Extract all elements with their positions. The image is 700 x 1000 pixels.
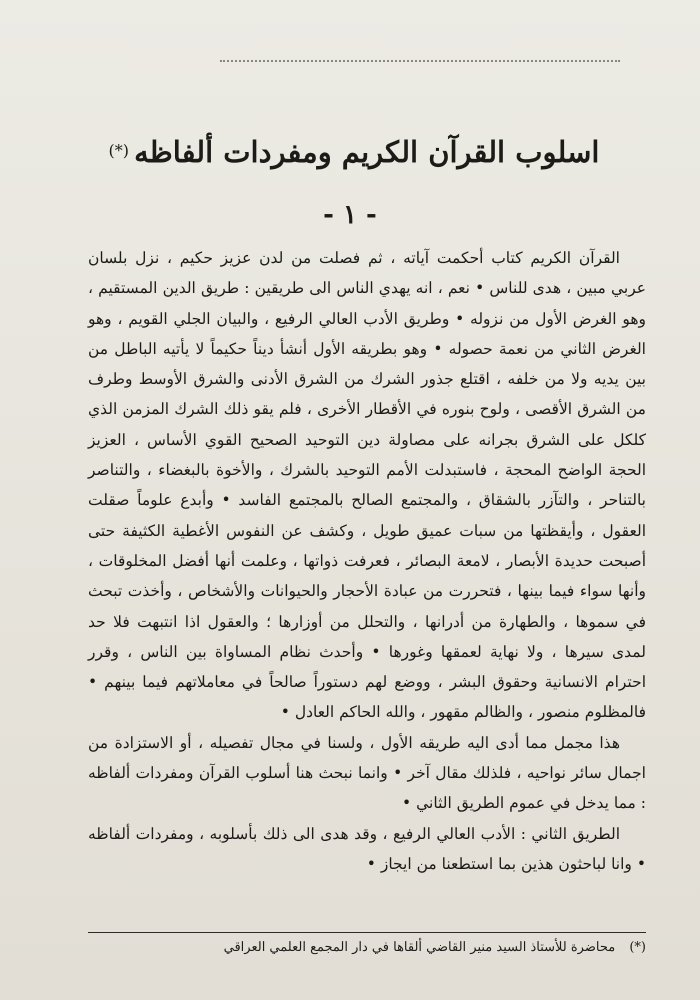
dotted-separator [220, 60, 620, 62]
footnote [88, 940, 646, 955]
footnote-mark: (*) [629, 940, 646, 955]
footnote-divider [88, 932, 646, 933]
article-title: اسلوب القرآن الكريم ومفردات ألفاظه [134, 135, 600, 169]
article-body [88, 243, 646, 879]
paragraph: هذا مجمل مما أدى اليه طريقه الأول ، ولسنا في مجال تفصيله ، أو الاستزادة من اجمال سائر نواحيه ، فلذلك مقال آخر • وانما نبحث هنا أسلوب القرآن ومفردات ألفاظه : مما يدخل في عموم الطريق الثاني • [88, 733, 646, 813]
paragraph: الطريق الثاني : الأدب العالي الرفيع ، وقد هدى الى ذلك بأسلوبه ، ومفردات ألفاظه • وانا لباحثون هذين بما استطعنا من ايجاز • [88, 824, 646, 873]
section-number: - ١ - [323, 200, 377, 230]
article-heading [0, 135, 700, 169]
paragraph: القرآن الكريم كتاب أحكمت آياته ، ثم فصلت من لدن عزيز حكيم ، نزل بلسان عربي مبين ، هدى للناس • نعم ، انه يهدي الناس الى طريقين : طريق الدين المستقيم ، وهو الغرض الأول من نزوله • وطريق الأدب العالي الرفيع ، والبيان الجلي القويم ، وهو الغرض الثاني من نعمة حصوله • وهو بطريقه الأول أنشأ ديناً حكيماً لا يأتيه الباطل من بين يديه ولا من خلفه ، اقتلع جذور الشرك من الشرق الأدنى والشرق الأوسط وطرف من الشرق الأقصى ، ولوح بنوره في الأقطار الأخرى ، فلم يقو ذلك الشرك المزمن الذي كلكل على الشرق بجرانه على مصاولة دين التوحيد الصحيح القوي الأساس ، العزيز الحجة الواضح المحجة ، فاستبدلت الأمم التوحيد بالشرك ، والأخوة بالبغضاء ، والتناصر بالتناحر ، والتآزر بالشقاق ، والمجتمع الصالح بالمجتمع الفاسد • وأبدع علوماً صقلت العقول ، وأيقظتها من سبات عميق طويل ، وكشف عن النفوس الأغطية الكثيفة حتى أصبحت حديدة الأبصار ، لامعة البصائر ، فعرفت ذواتها ، وعلمت أنها أفضل المخلوقات ، وأنها سواء فيما بينها ، فتحررت من عبادة الأحجار والحيوانات والأشخاص ، وأخذت تبحث في سموها ، والطهارة من أدرانها ، والتحلل من أوزارها ؛ والعقول اذا انتبهت فلا حد لمدى سيرها ، ولا نهاية لعمقها وغورها • وأحدث نظام المساواة بين الناس ، وقرر احترام الانسانية وحقوق البشر ، ووضع لهم دستوراً صالحاً في معاملاتهم فيما بينهم • فالمظلوم منصور ، والظالم مقهور ، والله الحاكم العادل • [88, 249, 647, 722]
title-footnote-mark: (*) [108, 140, 130, 160]
footnote-text: محاضرة للأستاذ السيد منير القاضي ألقاها في دار المجمع العلمي العراقي [223, 940, 616, 955]
